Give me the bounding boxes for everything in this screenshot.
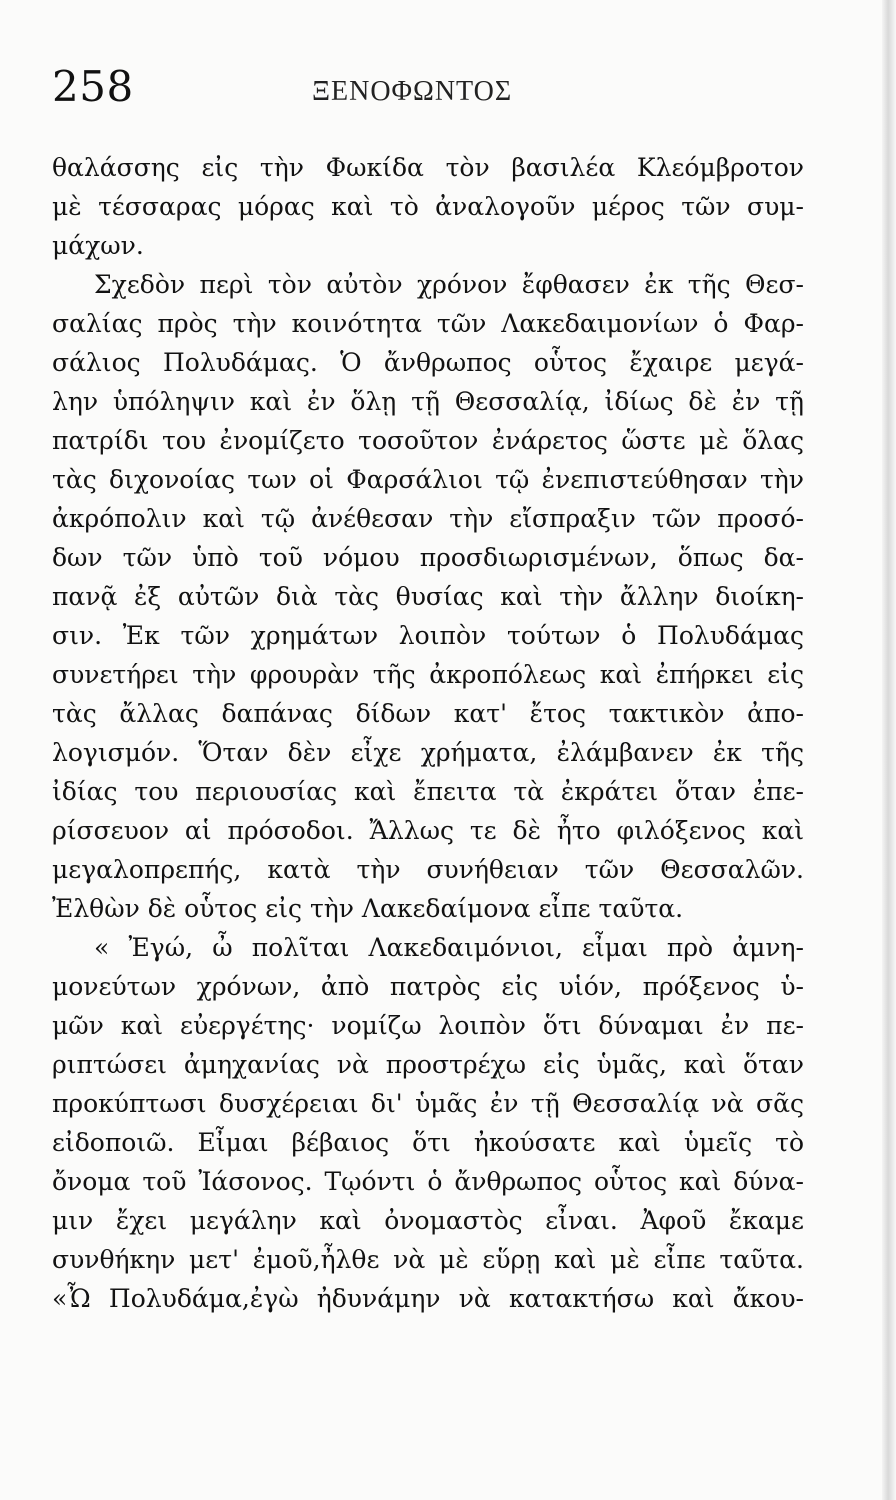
text-line: εἰδοποιῶ. Εἶμαι βέβαιος ὅτι ἠκούσατε καὶ ὑμεῖς τὸ (52, 1128, 804, 1157)
text-line: πατρίδι του ἐνομίζετο τοσοῦτον ἐνάρετος ὥστε μὲ ὅλας (52, 426, 804, 455)
page-number: 258 (52, 62, 134, 111)
body-text (52, 148, 804, 1318)
text-line: πανᾷ ἐξ αὐτῶν διὰ τὰς θυσίας καὶ τὴν ἄλλην διοίκη- (52, 582, 804, 611)
text-line: ἀκρόπολιν καὶ τῷ ἀνέθεσαν τὴν εἴσπραξιν τῶν προσό- (52, 504, 804, 533)
text-line: μῶν καὶ εὐεργέτης· νομίζω λοιπὸν ὅτι δύναμαι ἐν πε- (52, 1011, 804, 1040)
text-line: λογισμόν. Ὅταν δὲν εἶχε χρήματα, ἐλάμβανεν ἐκ τῆς (52, 738, 804, 767)
text-line: « Ἐγώ, ὦ πολῖται Λακεδαιμόνιοι, εἶμαι πρὸ ἀμνη- (94, 933, 804, 962)
text-line: τὰς διχονοίας των οἱ Φαρσάλιοι τῷ ἐνεπιστεύθησαν τὴν (52, 465, 804, 494)
text-line: λην ὑπόληψιν καὶ ἐν ὅλῃ τῇ Θεσσαλίᾳ, ἰδίως δὲ ἐν τῇ (52, 387, 804, 416)
text-line: σάλιος Πολυδάμας. Ὁ ἄνθρωπος οὗτος ἔχαιρε μεγά- (52, 348, 804, 377)
page-header (52, 52, 812, 112)
text-line: προκύπτωσι δυσχέρειαι δι' ὑμᾶς ἐν τῇ Θεσσαλίᾳ νὰ σᾶς (52, 1089, 804, 1118)
text-line: μάχων. (52, 231, 144, 260)
page-edge-shadow (882, 0, 896, 1500)
text-line: ἰδίας του περιουσίας καὶ ἔπειτα τὰ ἐκράτει ὅταν ἐπε- (52, 777, 804, 806)
text-line: μονεύτων χρόνων, ἀπὸ πατρὸς εἰς υἱόν, πρόξενος ὑ- (52, 972, 804, 1001)
text-line: ὄνομα τοῦ Ἰάσονος. Τῳόντι ὁ ἄνθρωπος οὗτος καὶ δύνα- (52, 1167, 804, 1196)
text-line: συνετήρει τὴν φρουρὰν τῆς ἀκροπόλεως καὶ ἐπήρκει εἰς (52, 660, 804, 689)
text-line: μιν ἔχει μεγάλην καὶ ὀνομαστὸς εἶναι. Ἀφοῦ ἔκαμε (52, 1206, 804, 1235)
text-line: θαλάσσης εἰς τὴν Φωκίδα τὸν βασιλέα Κλεόμβροτον (52, 153, 804, 182)
text-line: τὰς ἄλλας δαπάνας δίδων κατ' ἔτος τακτικὸν ἀπο- (52, 699, 804, 728)
text-line: δων τῶν ὑπὸ τοῦ νόμου προσδιωρισμένων, ὅπως δα- (52, 543, 804, 572)
text-line: Σχεδὸν περὶ τὸν αὐτὸν χρόνον ἔφθασεν ἐκ τῆς Θεσ- (94, 270, 804, 299)
text-line: μεγαλοπρεπής, κατὰ τὴν συνήθειαν τῶν Θεσσαλῶν. (52, 855, 804, 884)
text-line: συνθήκην μετ' ἐμοῦ,ἦλθε νὰ μὲ εὕρῃ καὶ μὲ εἶπε ταῦτα. (52, 1245, 804, 1274)
text-line: ριπτώσει ἀμηχανίας νὰ προστρέχω εἰς ὑμᾶς, καὶ ὅταν (52, 1050, 804, 1079)
text-line: Ἐλθὼν δὲ οὗτος εἰς τὴν Λακεδαίμονα εἶπε ταῦτα. (52, 894, 684, 923)
text-line: μὲ τέσσαρας μόρας καὶ τὸ ἀναλογοῦν μέρος τῶν συμ- (52, 192, 804, 221)
text-line: σαλίας πρὸς τὴν κοινότητα τῶν Λακεδαιμονίων ὁ Φαρ- (52, 309, 804, 338)
text-line: σιν. Ἐκ τῶν χρημάτων λοιπὸν τούτων ὁ Πολυδάμας (52, 621, 804, 650)
text-line: ρίσσευον αἱ πρόσοδοι. Ἄλλως τε δὲ ἦτο φιλόξενος καὶ (52, 816, 804, 845)
text-line: «Ὦ Πολυδάμα,ἐγὼ ἠδυνάμην νὰ κατακτήσω καὶ ἄκου- (52, 1284, 804, 1313)
running-title: ΞΕΝΟΦΩΝΤΟΣ (312, 76, 513, 107)
